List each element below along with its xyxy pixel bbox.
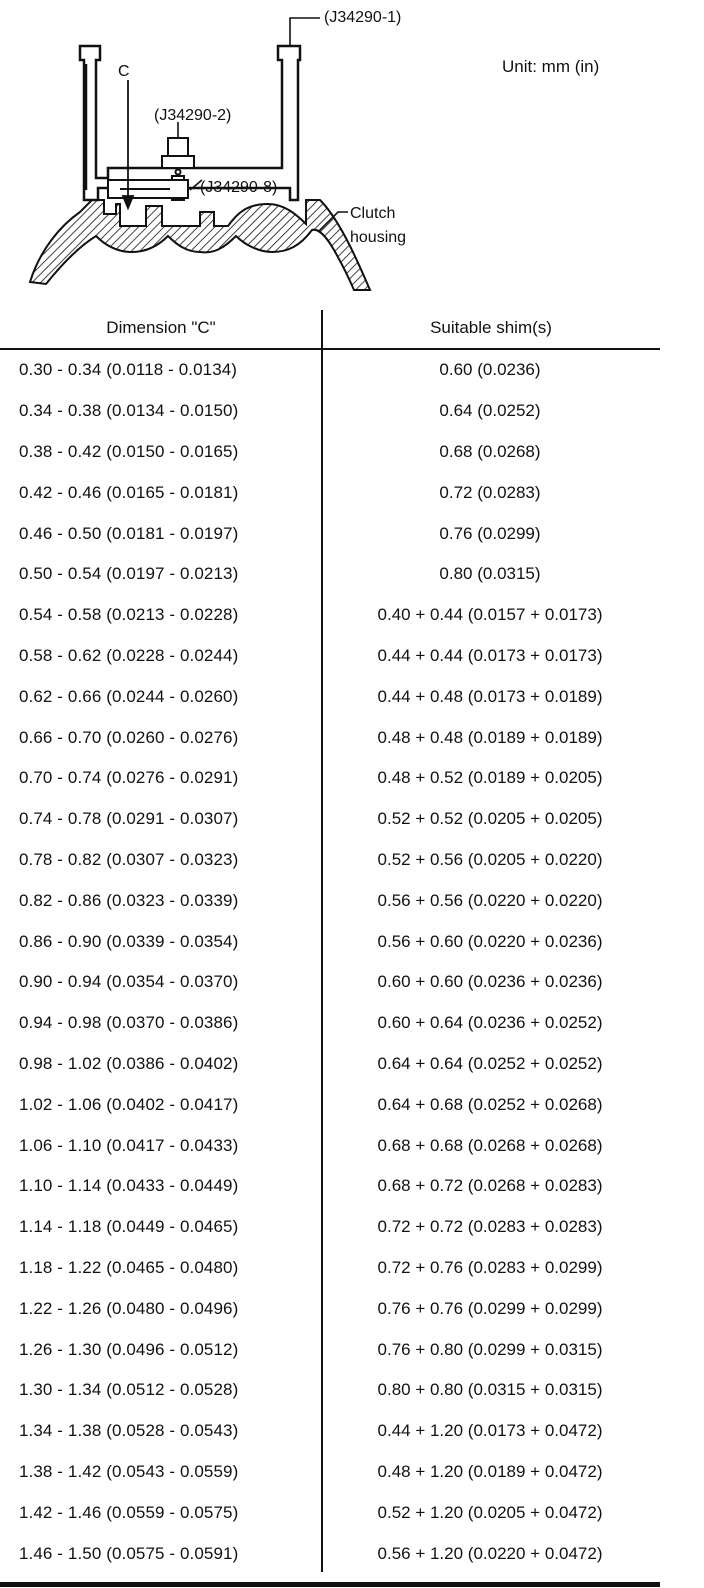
cell-shims: 0.72 (0.0283) [439, 482, 541, 502]
cell-dimension: 0.82 - 0.86 (0.0323 - 0.0339) [19, 890, 239, 910]
cell-dimension: 0.38 - 0.42 (0.0150 - 0.0165) [19, 441, 239, 461]
table-row [0, 1370, 704, 1411]
cell-dimension: 1.42 - 1.46 (0.0559 - 0.0575) [19, 1502, 239, 1522]
cell-shims: 0.72 + 0.76 (0.0283 + 0.0299) [377, 1257, 603, 1277]
cell-dimension: 0.34 - 0.38 (0.0134 - 0.0150) [19, 401, 239, 421]
table-row [0, 758, 704, 799]
cell-shims: 0.48 + 0.48 (0.0189 + 0.0189) [377, 727, 603, 747]
table-row [0, 1166, 704, 1207]
inner-plate [108, 180, 188, 198]
cell-shims: 0.60 (0.0236) [439, 360, 541, 380]
cell-shims: 0.68 + 0.72 (0.0268 + 0.0283) [377, 1176, 603, 1196]
table-row [0, 1329, 704, 1370]
table-row [0, 472, 704, 513]
cell-shims: 0.52 + 0.52 (0.0205 + 0.0205) [377, 809, 603, 829]
cell-shims: 0.48 + 1.20 (0.0189 + 0.0472) [377, 1461, 603, 1481]
cell-dimension: 0.46 - 0.50 (0.0181 - 0.0197) [19, 523, 239, 543]
table-row [0, 1084, 704, 1125]
label-tool1: (J34290-1) [324, 9, 402, 26]
cell-dimension: 0.94 - 0.98 (0.0370 - 0.0386) [19, 1013, 239, 1033]
cell-shims: 0.56 + 0.60 (0.0220 + 0.0236) [377, 931, 603, 951]
table-row [0, 1533, 704, 1574]
cell-shims: 0.76 (0.0299) [439, 523, 541, 543]
table-row [0, 1452, 704, 1493]
cell-shims: 0.64 + 0.64 (0.0252 + 0.0252) [377, 1053, 603, 1073]
cell-dimension: 1.34 - 1.38 (0.0528 - 0.0543) [19, 1421, 239, 1441]
label-clutch: Clutch [350, 205, 396, 222]
table-row [0, 1207, 704, 1248]
cell-shims: 0.44 + 0.48 (0.0173 + 0.0189) [377, 686, 603, 706]
label-tool8: (J34290-8) [200, 179, 278, 196]
cell-shims: 0.52 + 0.56 (0.0205 + 0.0220) [377, 849, 603, 869]
cell-dimension: 0.62 - 0.66 (0.0244 - 0.0260) [19, 686, 239, 706]
cell-dimension: 0.30 - 0.34 (0.0118 - 0.0134) [19, 360, 238, 380]
cell-dimension: 1.06 - 1.10 (0.0417 - 0.0433) [19, 1135, 239, 1155]
cell-shims: 0.60 + 0.64 (0.0236 + 0.0252) [377, 1013, 603, 1033]
label-tool2: (J34290-2) [154, 107, 232, 124]
leader-tool1 [290, 18, 320, 46]
table-row [0, 1248, 704, 1289]
cell-dimension: 0.50 - 0.54 (0.0197 - 0.0213) [19, 564, 239, 584]
cell-dimension: 0.58 - 0.62 (0.0228 - 0.0244) [19, 645, 239, 665]
table-row [0, 880, 704, 921]
label-housing: housing [350, 229, 407, 246]
clutch-housing [30, 200, 370, 290]
header-shims: Suitable shim(s) [430, 318, 552, 337]
cell-shims: 0.64 + 0.68 (0.0252 + 0.0268) [377, 1094, 603, 1114]
table-row [0, 1044, 704, 1085]
cell-shims: 0.48 + 0.52 (0.0189 + 0.0205) [377, 768, 603, 788]
cell-shims: 0.44 + 0.44 (0.0173 + 0.0173) [377, 645, 603, 665]
cell-dimension: 0.86 - 0.90 (0.0339 - 0.0354) [19, 931, 239, 951]
cell-dimension: 0.70 - 0.74 (0.0276 - 0.0291) [19, 768, 239, 788]
cell-dimension: 0.42 - 0.46 (0.0165 - 0.0181) [19, 482, 239, 502]
table-row [0, 799, 704, 840]
cell-shims: 0.76 + 0.80 (0.0299 + 0.0315) [377, 1339, 603, 1359]
shim-table [0, 308, 704, 1574]
cell-shims: 0.56 + 1.20 (0.0220 + 0.0472) [377, 1543, 603, 1563]
cell-dimension: 0.98 - 1.02 (0.0386 - 0.0402) [19, 1053, 239, 1073]
cell-dimension: 1.38 - 1.42 (0.0543 - 0.0559) [19, 1461, 239, 1481]
cell-shims: 0.80 (0.0315) [439, 564, 541, 584]
cell-shims: 0.64 (0.0252) [439, 401, 541, 421]
cell-dimension: 0.54 - 0.58 (0.0213 - 0.0228) [19, 605, 239, 625]
cell-dimension: 1.18 - 1.22 (0.0465 - 0.0480) [19, 1257, 239, 1277]
table-row [0, 1411, 704, 1452]
cell-dimension: 1.22 - 1.26 (0.0480 - 0.0496) [19, 1298, 239, 1318]
unit-label: Unit: mm (in) [502, 57, 600, 76]
table-row [0, 1492, 704, 1533]
cell-shims: 0.80 + 0.80 (0.0315 + 0.0315) [377, 1380, 603, 1400]
cell-dimension: 0.66 - 0.70 (0.0260 - 0.0276) [19, 727, 239, 747]
cell-shims: 0.76 + 0.76 (0.0299 + 0.0299) [377, 1298, 603, 1318]
cell-dimension: 0.90 - 0.94 (0.0354 - 0.0370) [19, 972, 239, 992]
table-row [0, 1125, 704, 1166]
cell-dimension: 1.10 - 1.14 (0.0433 - 0.0449) [19, 1176, 239, 1196]
table-body [0, 350, 704, 1574]
table-row [0, 391, 704, 432]
cell-dimension: 1.02 - 1.06 (0.0402 - 0.0417) [19, 1094, 239, 1114]
table-row [0, 921, 704, 962]
table-row [0, 840, 704, 881]
table-bottom-rule [0, 1582, 660, 1587]
cell-shims: 0.52 + 1.20 (0.0205 + 0.0472) [377, 1502, 603, 1522]
table-row [0, 1003, 704, 1044]
cell-dimension: 1.46 - 1.50 (0.0575 - 0.0591) [19, 1543, 239, 1563]
table-row [0, 676, 704, 717]
table-row [0, 432, 704, 473]
header-dimension: Dimension "C" [106, 318, 216, 337]
cell-shims: 0.40 + 0.44 (0.0157 + 0.0173) [377, 605, 603, 625]
cell-shims: 0.68 + 0.68 (0.0268 + 0.0268) [377, 1135, 603, 1155]
tool-diagram [0, 0, 704, 300]
cell-dimension: 1.26 - 1.30 (0.0496 - 0.0512) [19, 1339, 239, 1359]
cell-shims: 0.56 + 0.56 (0.0220 + 0.0220) [377, 890, 603, 910]
table-row [0, 554, 704, 595]
cell-dimension: 1.14 - 1.18 (0.0449 - 0.0465) [19, 1217, 239, 1237]
cell-dimension: 1.30 - 1.34 (0.0512 - 0.0528) [19, 1380, 239, 1400]
table-row [0, 513, 704, 554]
table-row [0, 1288, 704, 1329]
cell-dimension: 0.78 - 0.82 (0.0307 - 0.0323) [19, 849, 239, 869]
table-row [0, 962, 704, 1003]
table-row [0, 717, 704, 758]
table-header [0, 308, 660, 350]
label-dimension-c: C [118, 63, 130, 80]
column-divider [321, 310, 323, 1572]
cell-shims: 0.44 + 1.20 (0.0173 + 0.0472) [377, 1421, 603, 1441]
table-row [0, 636, 704, 677]
cell-shims: 0.68 (0.0268) [439, 441, 541, 461]
cell-dimension: 0.74 - 0.78 (0.0291 - 0.0307) [19, 809, 239, 829]
table-row [0, 350, 704, 391]
cell-shims: 0.72 + 0.72 (0.0283 + 0.0283) [377, 1217, 603, 1237]
cell-shims: 0.60 + 0.60 (0.0236 + 0.0236) [377, 972, 603, 992]
table-row [0, 595, 704, 636]
